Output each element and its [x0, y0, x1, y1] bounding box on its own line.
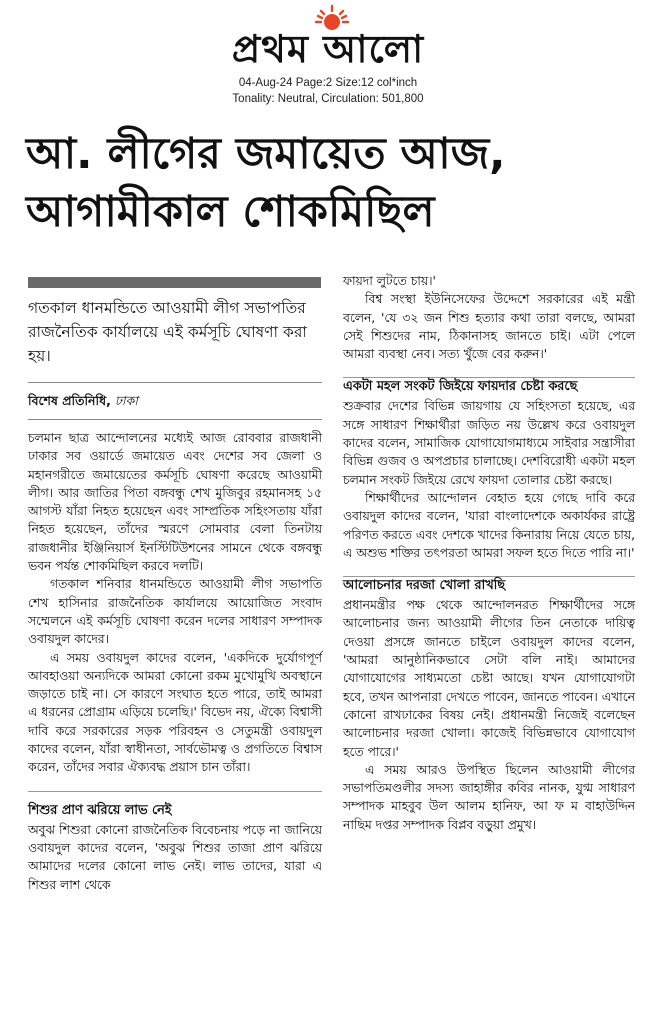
masthead-logo: প্রথম আলো [231, 26, 425, 71]
byline-divider [28, 419, 322, 420]
subhead-crisis: একটা মহল সংকট জিইয়ে ফায়দার চেষ্টা করছে [343, 379, 578, 395]
left-column [28, 429, 322, 894]
body-paragraph: চলমান ছাত্র আন্দোলনের মধ্যেই আজ রোববার রাজধানী ঢাকার সব ওয়ার্ডে জমায়েত এবং দেশের সব জেলা ও মহানগরীতে জমায়েতের কর্মসূচি ঘোষণা করেছে আওয়ামী লীগ। আর জাতির পিতা বঙ্গবন্ধু শেখ মুজিবুর রহমানসহ ১৫ আগস্ট যাঁরা নিহত হয়েছেন এবং সাম্প্রতিক সহিংসতায় যাঁরা নিহত হয়েছেন, তাঁদের স্মরণে সোমবার বেলা তিনটায় রাজধানীর ইঞ্জিনিয়ার্স ইনস্টিটিউশনের সামনে থেকে বঙ্গবন্ধু ভবন পর্যন্ত শোকমিছিল করবে দলটি। [28, 431, 322, 574]
headline-line1: আ. লীগের জমায়েত আজ, [26, 129, 506, 179]
body-paragraph: গতকাল শনিবার ধানমন্ডিতে আওয়ামী লীগ সভাপতি শেখ হাসিনার রাজনৈতিক কার্যালয়ে আয়োজিত সংবাদ সম্মেলনে এই কর্মসূচি ঘোষণা করেন দলের সাধারণ সম্পাদক ওবায়দুল কাদের। [28, 577, 322, 647]
body-paragraph: এ সময় ওবায়দুল কাদের বলেন, 'একদিকে দুর্যোগপূর্ণ আবহাওয়া অন্যদিকে আমরা কোনো রকম মুখোমুখি অবস্থানে জড়াতে চাই না। সে কারণে সংঘাত হতে পারে, তাই আমরা এ ধরনের প্রোগ্রাম এড়িয়ে চলেছি।' বিভেদ নয়, ঐক্যে বিশ্বাসী দাবি করে সরকারের সড়ক পরিবহন ও সেতুমন্ত্রী ওবায়দুল কাদের বলেন, যাঁরা স্বাধীনতা, সার্বভৌমত্ব ও প্রগতিতে বিশ্বাস করেন, তাঁদের সবার ঐক্যবদ্ধ প্রয়াস চান তাঁরা। [28, 650, 322, 775]
clipping-meta-line2: Tonality: Neutral, Circulation: 501,800 [232, 93, 424, 105]
body-paragraph: শুক্রবার দেশের বিভিন্ন জায়গায় যে সহিংসতা হয়েছে, এর সঙ্গে সাধারণ শিক্ষার্থীরা জড়িত নয় উল্লেখ করে ওবায়দুল কাদের বলেন, সামাজিক যোগাযোগমাধ্যমে সাইবার সন্ত্রাসীরা বিভিন্ন গুজব ও অপপ্রচার চালাচ্ছে। দেশবিরোধী একটা মহল চলমান সংকট জিইয়ে রেখে ফায়দা তোলার চেষ্টা করছে। [343, 399, 635, 487]
masthead [0, 4, 656, 74]
body-paragraph: এ সময় আরও উপস্থিত ছিলেন আওয়ামী লীগের সভাপতিমণ্ডলীর সদস্য জাহাঙ্গীর কবির নানক, যুগ্ম সাধারণ সম্পাদক মাহবুব উল আলম হানিফ, আ ফ ম বাহাউদ্দিন নাছিম দপ্তর সম্পাদক বিপ্লব বড়ুয়া প্রমুখ। [343, 762, 635, 832]
clipping-meta-line1: 04-Aug-24 Page:2 Size:12 col*inch [238, 77, 418, 89]
headline-line2: আগামীকাল শোকমিছিল [26, 187, 435, 237]
body-paragraph: বিশ্ব সংস্থা ইউনিসেফের উদ্দেশে সরকারের এই মন্ত্রী বলেন, 'যে ৩২ জন শিশু হত্যার কথা তারা বলছে, আমরা সেই শিশুদের নাম, ঠিকানাসহ জানতে চাই। এটা পেলে আমরা ব্যবস্থা নেব। সত্য খুঁজে বের করুন।' [343, 292, 635, 362]
byline-author: বিশেষ প্রতিনিধি, [28, 393, 111, 408]
summary-deck: গতকাল ধানমন্ডিতে আওয়ামী লীগ সভাপতির রাজনৈতিক কার্যালয়ে এই কর্মসূচি ঘোষণা করা হয়। [28, 299, 307, 365]
subhead-dialogue: আলোচনার দরজা খোলা রাখছি [343, 578, 506, 594]
subhead-child-lives: শিশুর প্রাণ ঝরিয়ে লাভ নেই [28, 802, 172, 818]
subhead-divider [28, 791, 322, 792]
summary-divider [28, 382, 322, 383]
body-paragraph: ফায়দা লুটতে চায়।' [343, 274, 436, 288]
body-paragraph: প্রধানমন্ত্রীর পক্ষ থেকে আন্দোলনরত শিক্ষার্থীদের সঙ্গে আলোচনার জন্য আওয়ামী লীগের তিন নেতাকে দায়িত্ব দেওয়া প্রসঙ্গে জানতে চাইলে ওবায়দুল কাদের বলেন, 'আমরা আনুষ্ঠানিকভাবে সেটা বলি নাই। আমাদের যোগাযোগের সাধ্যমতো চেষ্টা আছে। যখন যোগাযোগটা হবে, তখন আপনারা দেখতে পাবেন, জানতে পাবেন। এখানে কোনো রাখঢাকের বিষয় নেই। প্রধানমন্ত্রী নিজেই বলেছেন আলোচনার দরজা খোলা। কাজেই বিভিন্নভাবে যোগাযোগ হতে পারে।' [343, 598, 635, 759]
body-paragraph: শিক্ষার্থীদের আন্দোলন বেহাত হয়ে গেছে দাবি করে ওবায়দুল কাদের বলেন, 'যারা বাংলাদেশকে অকার্যকর রাষ্ট্রে পরিণত করতে এবং দেশকে খাদের কিনারায় নিয়ে যেতে চায়, এ অশুভ শক্তির তৎপরতা আমরা সফল হতে দিতে পারি না।' [343, 490, 635, 560]
summary-top-bar [28, 277, 321, 288]
body-paragraph: অবুঝ শিশুরা কোনো রাজনৈতিক বিবেচনায় পড়ে না জানিয়ে ওবায়দুল কাদের বলেন, 'অবুঝ শিশুর তাজা প্রাণ ঝরিয়ে আমাদের দলের কোনো লাভ নেই। লাভ তাদের, যারা এ শিশুর লাশ থেকে [28, 822, 322, 892]
byline [28, 393, 322, 413]
byline-place: ঢাকা [114, 393, 138, 408]
right-column [343, 272, 635, 834]
